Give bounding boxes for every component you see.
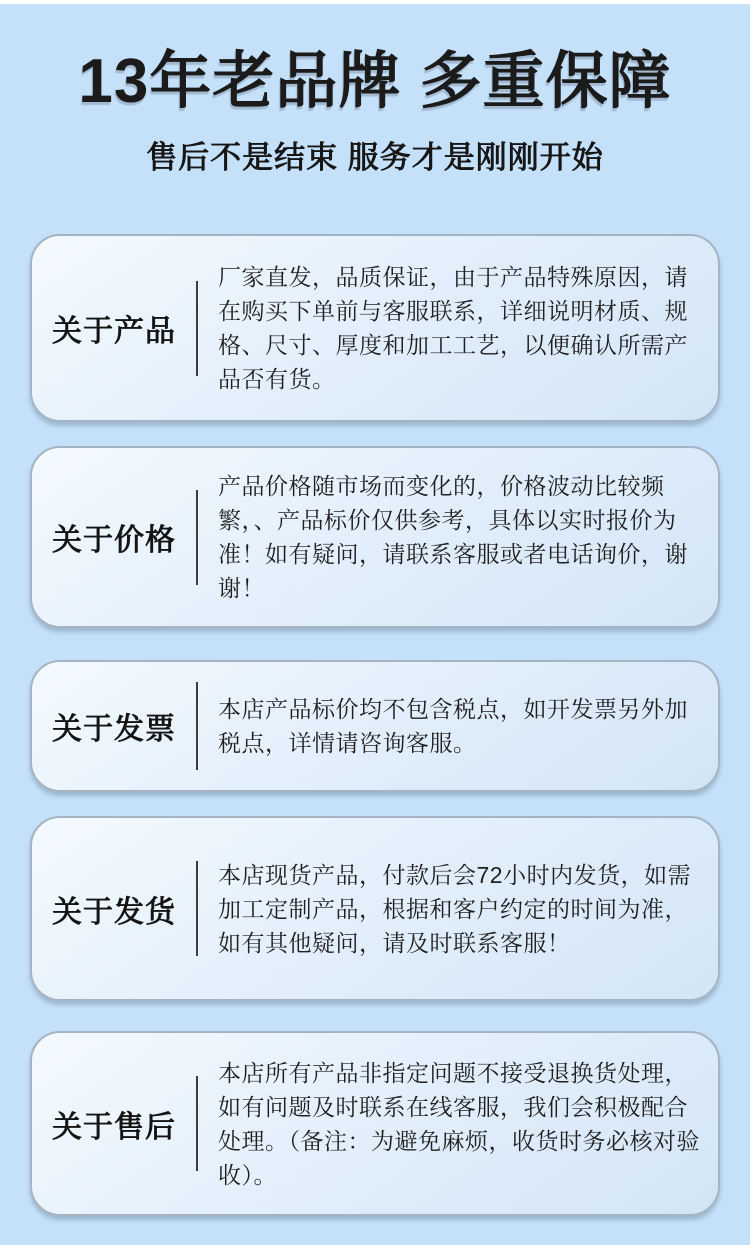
card-label: 关于价格: [52, 524, 176, 557]
page-subtitle: 售后不是结束 服务才是刚刚开始: [146, 140, 604, 175]
guarantee-card-product: [30, 234, 720, 422]
guarantee-card-invoice: [30, 660, 720, 792]
page-title: 13年老品牌 多重保障: [78, 47, 672, 116]
guarantee-cards-list: [30, 234, 720, 1216]
card-label: 关于售后: [52, 1110, 176, 1144]
guarantee-card-shipping: [30, 816, 720, 1001]
card-label-column: [32, 306, 196, 350]
card-label: 关于发货: [52, 895, 176, 929]
card-text: 本店所有产品非指定问题不接受退换货处理，如有问题及时联系在线客服，我们会积极配合处理。（备注：为避免麻烦，收货时务必核对验收）。: [218, 1059, 700, 1188]
card-label: 关于发票: [52, 713, 176, 746]
card-label-column: [32, 515, 196, 559]
card-text: 产品价格随市场而变化的，价格波动比较频繁，、产品标价仅供参考，具体以实时报价为准！如有疑问，请联系客服或者电话询价，谢谢！: [218, 473, 688, 601]
header: [0, 4, 750, 178]
guarantee-card-price: [30, 446, 720, 628]
card-text: 本店现货产品，付款后会72小时内发货，如需加工定制产品，根据和客户约定的时间为准，如有其他疑问，请及时联系客服！: [218, 861, 692, 956]
card-label-column: [32, 887, 196, 931]
card-label-column: [32, 1102, 196, 1146]
card-label-column: [32, 704, 196, 748]
card-text: 本店产品标价均不包含税点，如开发票另外加税点，详情请咨询客服。: [218, 696, 688, 756]
guarantee-card-aftersales: [30, 1031, 720, 1216]
card-text: 厂家直发，品质保证，由于产品特殊原因，请在购买下单前与客服联系，详细说明材质、规格、尺寸、厚度和加工工艺，以便确认所需产品否有货。: [218, 264, 688, 392]
card-label: 关于产品: [52, 315, 176, 348]
